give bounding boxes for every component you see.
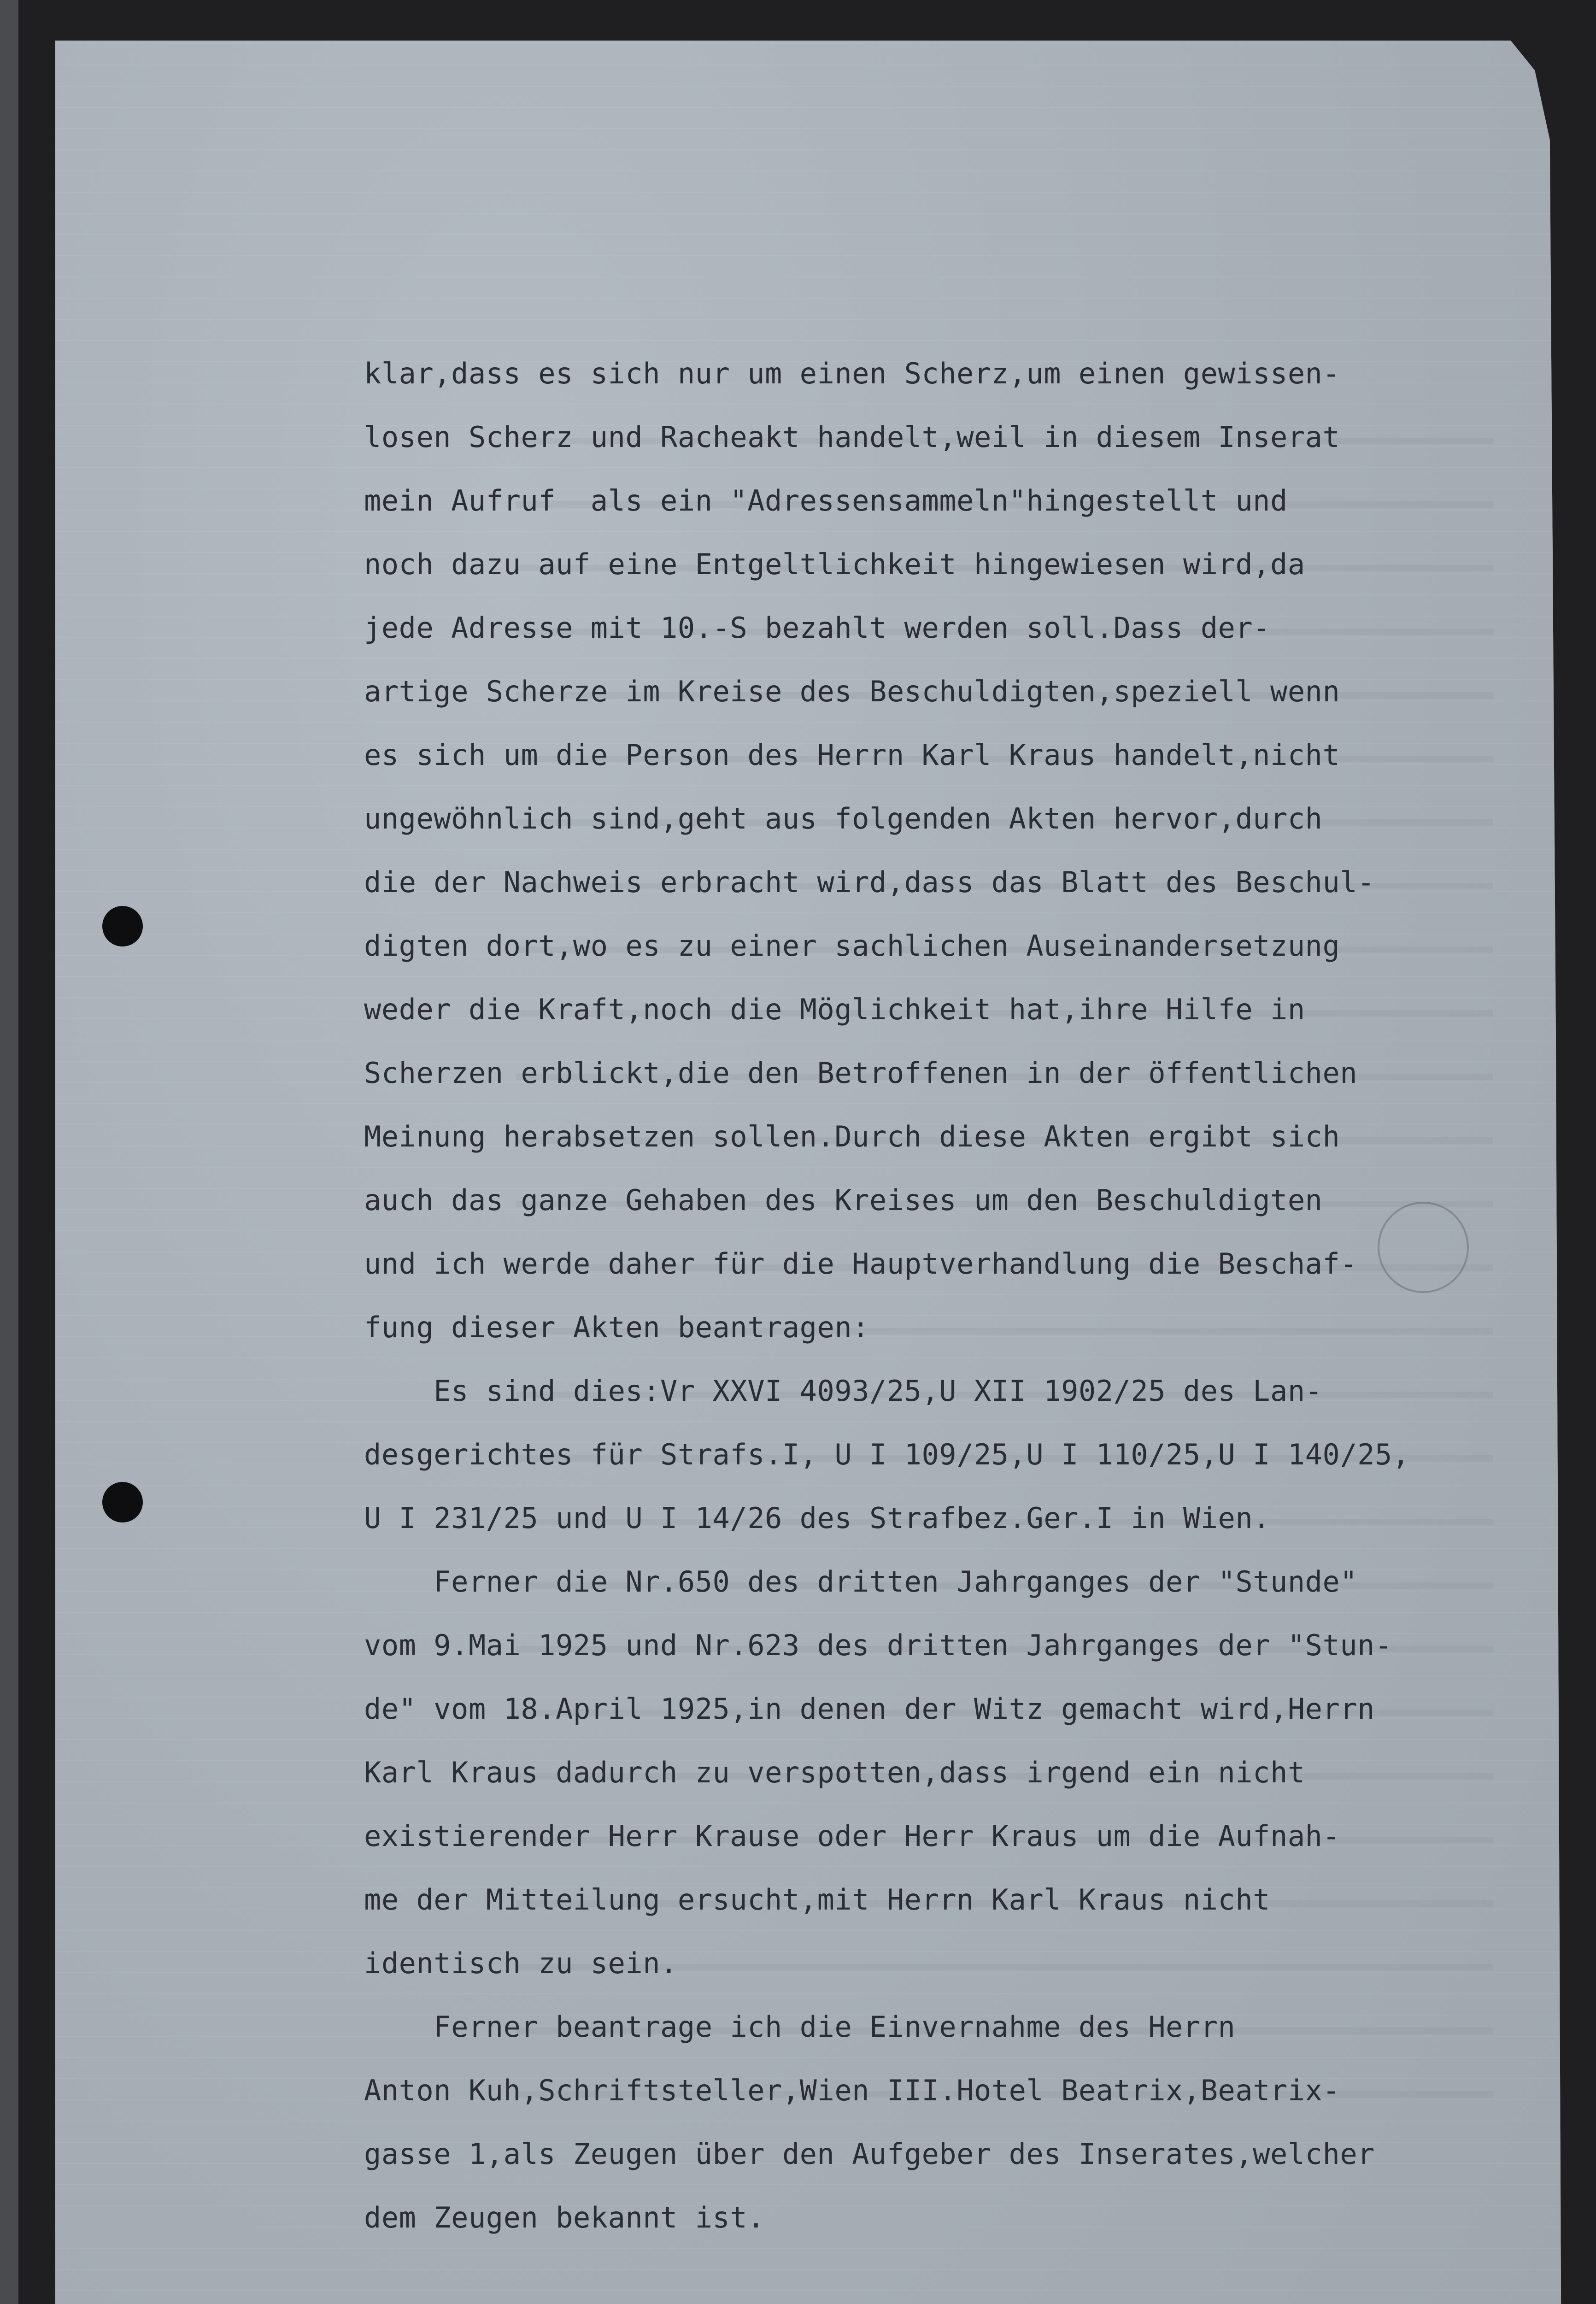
text-line: Ferner die Nr.650 des dritten Jahrganges der "Stunde" [364, 1565, 1358, 1599]
text-line: Scherzen erblickt,die den Betroffenen in der öffentlichen [364, 1056, 1358, 1090]
text-line: die der Nachweis erbracht wird,dass das Blatt des Beschul- [364, 865, 1375, 899]
text-line: Anton Kuh,Schriftsteller,Wien III.Hotel Beatrix,Beatrix- [364, 2074, 1340, 2107]
text-line: existierender Herr Krause oder Herr Kraus um die Aufnah- [364, 1819, 1340, 1853]
text-line: weder die Kraft,noch die Möglichkeit hat,ihre Hilfe in [364, 993, 1305, 1026]
text-line: dem Zeugen bekannt ist. [364, 2201, 765, 2234]
text-line: digten dort,wo es zu einer sachlichen Auseinandersetzung [364, 929, 1340, 963]
text-line: es sich um die Person des Herrn Karl Kraus handelt,nicht [364, 738, 1340, 772]
text-line: me der Mitteilung ersucht,mit Herrn Karl Kraus nicht [364, 1883, 1271, 1916]
text-line: mein Aufruf als ein "Adressensammeln"hingestellt und [364, 484, 1288, 517]
text-line: noch dazu auf eine Entgeltlichkeit hingewiesen wird,da [364, 547, 1305, 581]
text-line: Es sind dies:Vr XXVI 4093/25,U XII 1902/25 des Lan- [364, 1374, 1323, 1408]
text-line: fung dieser Akten beantragen: [364, 1311, 869, 1344]
text-line: losen Scherz und Racheakt handelt,weil in diesem Inserat [364, 420, 1340, 454]
text-line: identisch zu sein. [364, 1946, 678, 1980]
typewritten-body [364, 342, 1470, 2250]
text-line: artige Scherze im Kreise des Beschuldigten,speziell wenn [364, 675, 1340, 708]
text-line: vom 9.Mai 1925 und Nr.623 des dritten Jahrganges der "Stun- [364, 1628, 1392, 1662]
text-line: Karl Kraus dadurch zu verspotten,dass irgend ein nicht [364, 1756, 1305, 1789]
text-line: gasse 1,als Zeugen über den Aufgeber des Inserates,welcher [364, 2137, 1375, 2171]
text-line: Ferner beantrage ich die Einvernahme des Herrn [364, 2010, 1236, 2044]
text-line: klar,dass es sich nur um einen Scherz,um einen gewissen- [364, 357, 1340, 390]
text-line: de" vom 18.April 1925,in denen der Witz gemacht wird,Herrn [364, 1692, 1375, 1726]
text-line: jede Adresse mit 10.-S bezahlt werden soll.Dass der- [364, 611, 1271, 645]
punch-hole-upper [102, 906, 143, 946]
text-line: U I 231/25 und U I 14/26 des Strafbez.Ger.I in Wien. [364, 1501, 1271, 1535]
text-line: und ich werde daher für die Hauptverhandlung die Beschaf- [364, 1247, 1358, 1281]
text-line: Meinung herabsetzen sollen.Durch diese Akten ergibt sich [364, 1120, 1340, 1153]
text-line: desgerichtes für Strafs.I, U I 109/25,U I 110/25,U I 140/25, [364, 1438, 1410, 1471]
text-line: auch das ganze Gehaben des Kreises um den Beschuldigten [364, 1183, 1323, 1217]
punch-hole-lower [102, 1482, 143, 1522]
text-line: ungewöhnlich sind,geht aus folgenden Akten hervor,durch [364, 802, 1323, 835]
